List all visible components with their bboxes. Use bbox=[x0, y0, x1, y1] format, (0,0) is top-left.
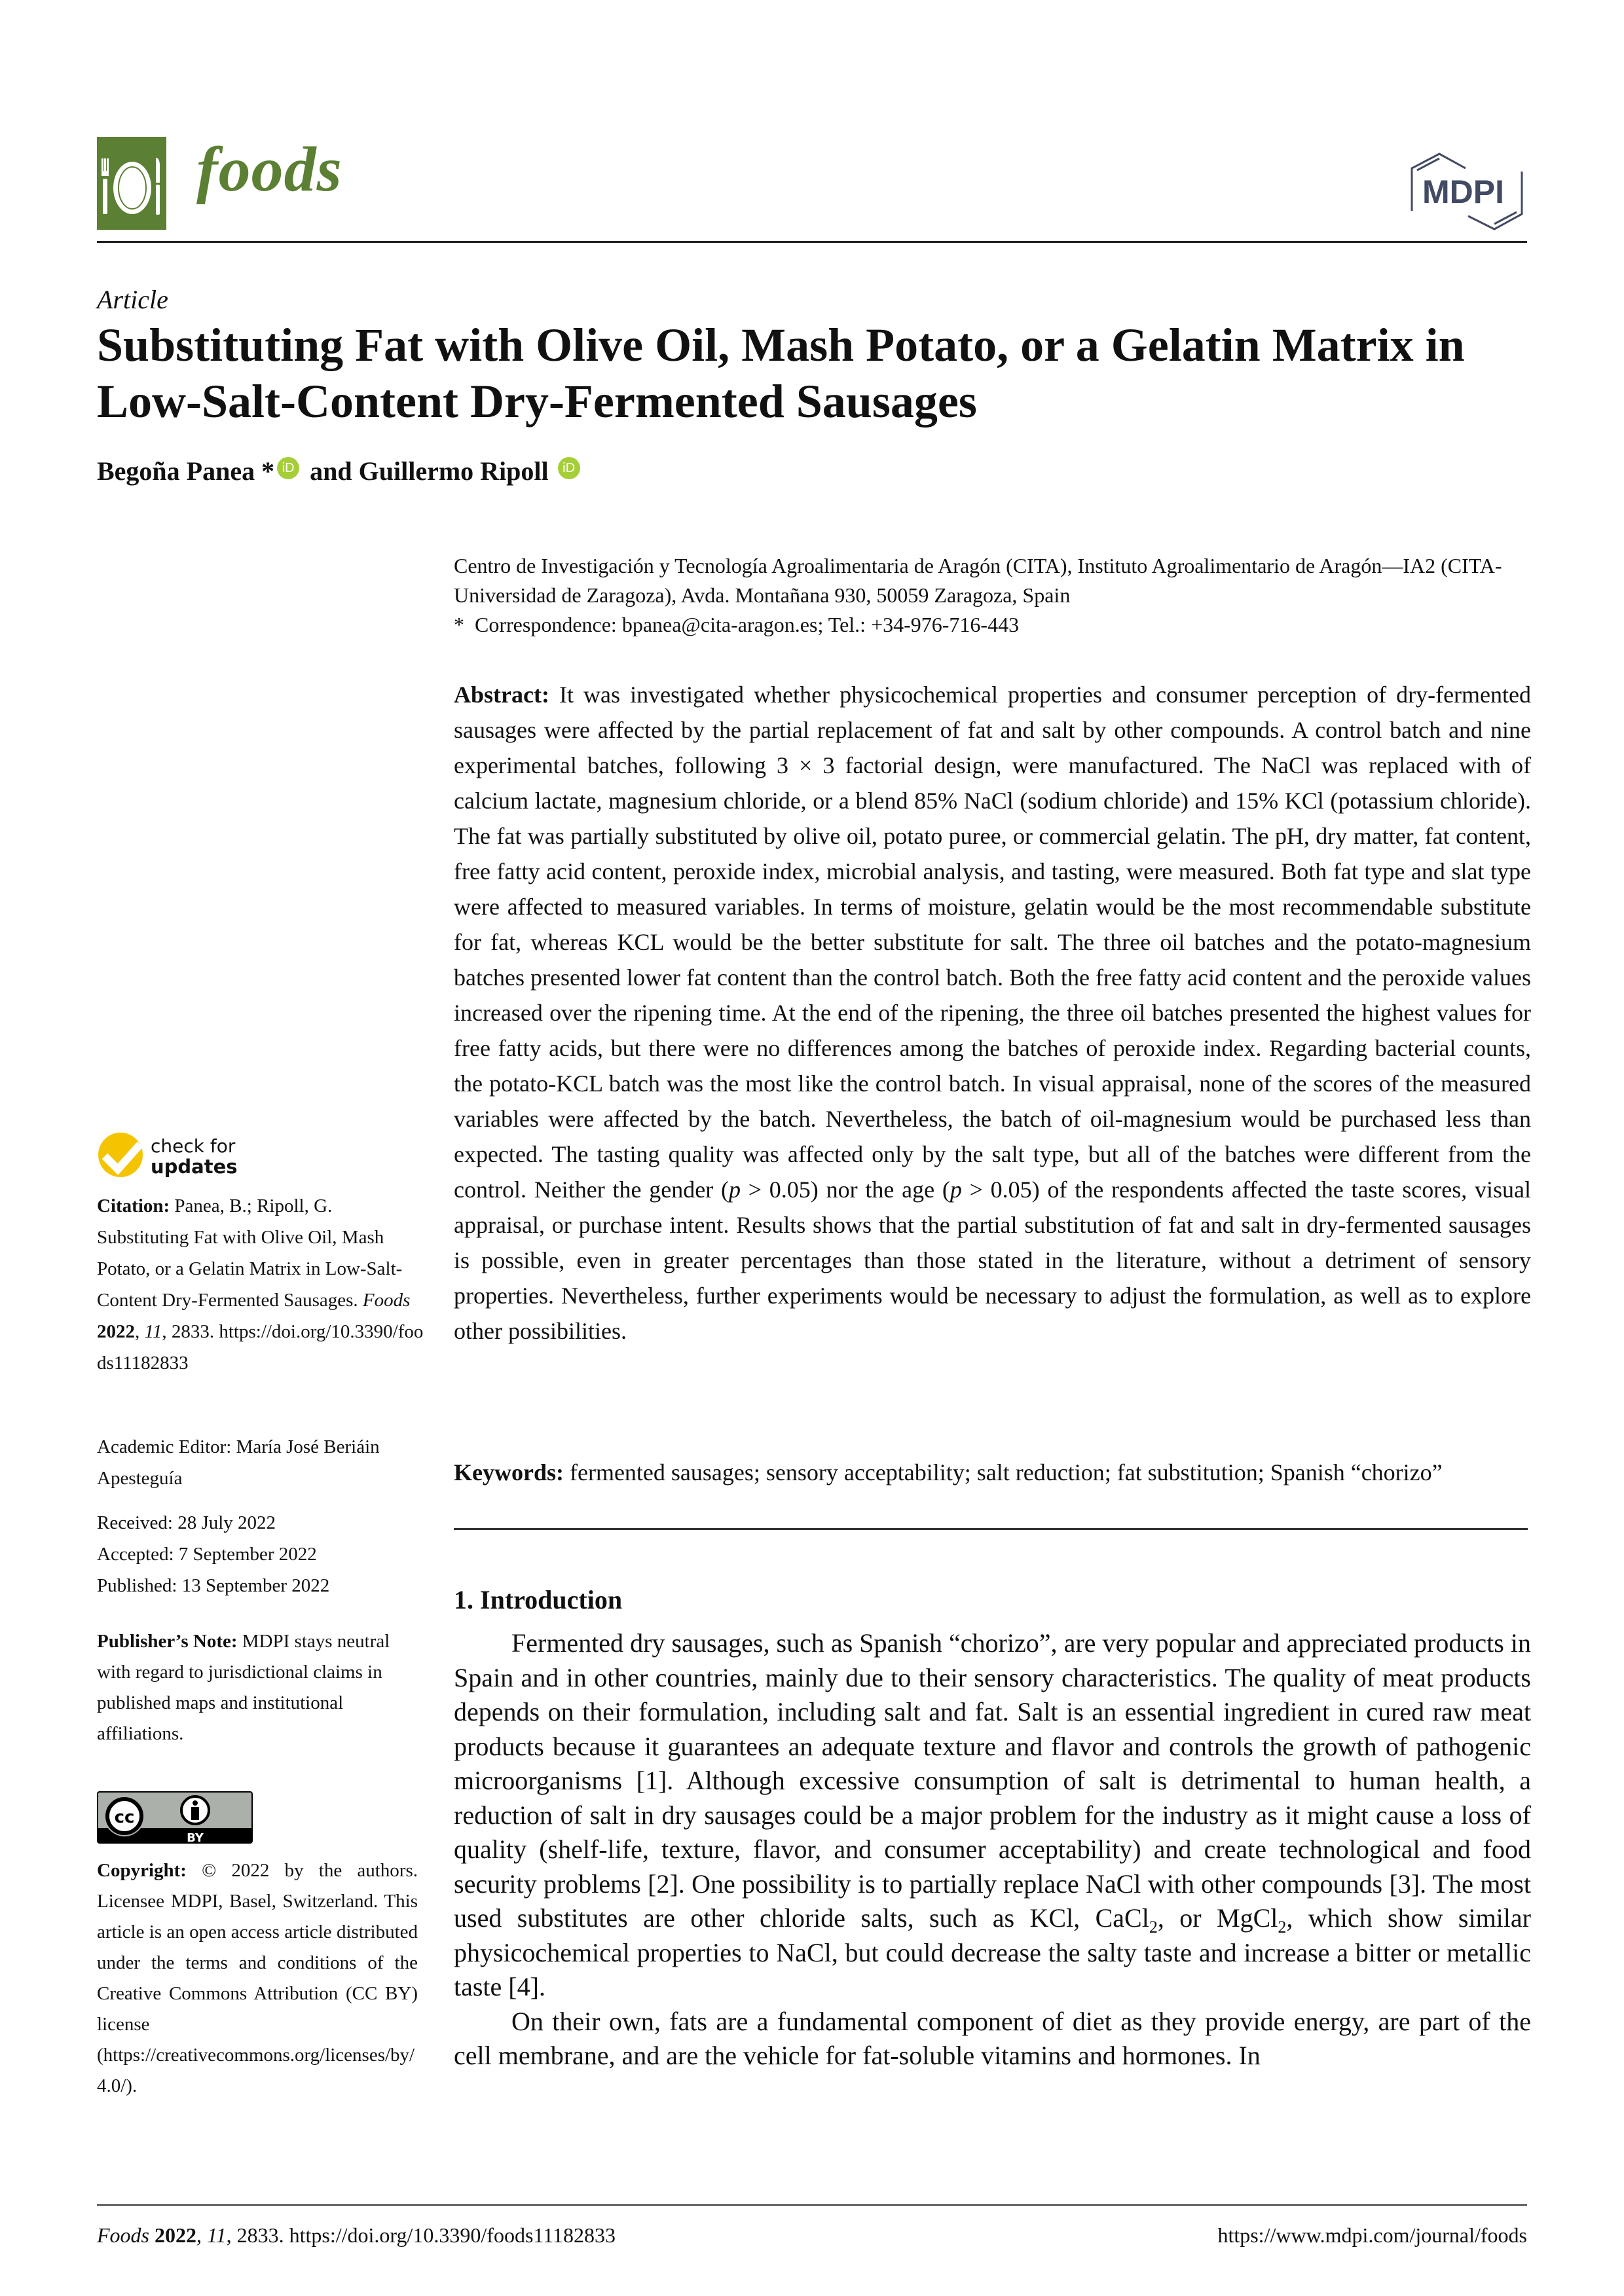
reference-link[interactable]: 3 bbox=[1397, 1868, 1411, 1899]
keywords bbox=[454, 1455, 1531, 1490]
section-divider bbox=[454, 1528, 1528, 1530]
orcid-icon[interactable]: iD bbox=[277, 457, 299, 479]
header-divider bbox=[97, 241, 1527, 243]
svg-text:BY: BY bbox=[187, 1831, 204, 1844]
paragraph: Fermented dry sausages, such as Spanish “chorizo”, are very popular and appreciated products in Spain and in other countries, mainly due to their sensory characteristics. The quality of meat products depends on their formulation, including salt and fat. Salt is an essential ingredient in cured raw meat products because it guarantees an adequate texture and flavor and controls the growth of pathogenic microorganisms [1]. Although excessive consumption of salt is detrimental to human health, a reduction of salt in dry sausages could be a major problem for the industry as it might cause a loss of quality (shelf-life, texture, flavor, and consumer acceptability) and create technological and food security problems [2]. One possibility is to partially replace NaCl with other compounds [3]. The most used substitutes are other chloride salts, such as KCl, CaCl$_2$, or MgCl$_2$, which show similar physicochemical properties to NaCl, but could decrease the salty taste and increase a bitter or metallic taste [4]. bbox=[454, 1628, 1532, 2001]
cc-by-license-badge[interactable] bbox=[97, 1791, 253, 1844]
author-joiner: and bbox=[310, 456, 352, 486]
article-type: Article bbox=[97, 285, 168, 314]
svg-text:MDPI: MDPI bbox=[1422, 173, 1504, 210]
publishers-note: Publisher’s Note: MDPI stays neutral with regard to jurisdictional claims in published maps and institutional affiliations. bbox=[97, 1631, 390, 1744]
reference-link[interactable]: 4 bbox=[517, 1972, 530, 2001]
footer-citation: Foods 2022, 11, 2833. https://doi.org/10.3390/foods11182833 bbox=[97, 2223, 616, 2247]
svg-text:check for: check for bbox=[151, 1135, 236, 1157]
orcid-icon[interactable]: iD bbox=[558, 457, 580, 479]
academic-editor: Academic Editor: María José Beriáin Apesteguía bbox=[97, 1436, 380, 1489]
introduction-body bbox=[454, 1626, 1531, 2073]
foods-journal-logo bbox=[97, 137, 166, 230]
correspondence: * Correspondence: bpanea@cita-aragon.es; Tel.: +34-976-716-443 bbox=[454, 613, 1020, 636]
corresponding-author-mark: * bbox=[261, 456, 275, 486]
reference-link[interactable]: 2 bbox=[656, 1868, 670, 1899]
keywords-text: fermented sausages; sensory acceptability; salt reduction; fat substitution; Spanish “chorizo” bbox=[569, 1459, 1443, 1485]
svg-text:cc: cc bbox=[114, 1808, 135, 1827]
affiliation: Centro de Investigación y Tecnología Agroalimentaria de Aragón (CITA), Instituto Agroalimentario de Aragón—IA2 (CITA-Universidad de Zaragoza), Avda. Montañana 930, 50059 Zaragoza, Spain bbox=[454, 554, 1502, 607]
abstract: Abstract: It was investigated whether physicochemical properties and consumer perception of dry-fermented sausages were affected by the partial replacement of fat and salt by other compounds. A control batch and nine experimental batches, following 3 × 3 factorial design, were manufactured. The NaCl was replaced with of calcium lactate, magnesium chloride, or a blend 85% NaCl (sodium chloride) and 15% KCl (potassium chloride). The fat was partially substituted by olive oil, potato puree, or commercial gelatin. The pH, dry matter, fat content, free fatty acid content, peroxide index, microbial analysis, and tasting, were measured. Both fat type and slat type were affected to measured variables. In terms of moisture, gelatin would be the most recommendable substitute for fat, whereas KCL would be the better substitute for salt. The three oil batches and the potato-magnesium batches presented lower fat content than the control batch. Both the free fatty acid content and the peroxide values increased over the ripening time. At the end of the ripening, the three oil batches presented the highest values for free fatty acids, but there were no differences among the batches of peroxide index. Regarding bacterial counts, the potato-KCL batch was the most like the control batch. In visual appraisal, none of the scores of the measured variables were affected by the batch. Nevertheless, the batch of oil-magnesium would be purchased less than expected. The tasting quality was affected only by the salt type, but all of the batches were different from the control. Neither the gender (p > 0.05) nor the age (p > 0.05) of the respondents affected the taste scores, visual appraisal, or purchase intent. Results shows that the partial substitution of fat and salt in dry-fermented sausages is possible, even in greater percentages than those stated in the literature, without a detriment of sensory properties. Nevertheless, further experiments would be necessary to adjust the formulation, as well as to explore other possibilities. bbox=[454, 682, 1532, 1344]
author-name: Begoña Panea bbox=[97, 456, 255, 486]
check-for-updates-button[interactable] bbox=[97, 1131, 248, 1177]
affiliation-block bbox=[454, 551, 1528, 640]
section-heading: 1. Introduction bbox=[454, 1585, 623, 1614]
accepted-date: Accepted: 7 September 2022 bbox=[97, 1544, 317, 1565]
published-date: Published: 13 September 2022 bbox=[97, 1575, 330, 1596]
publication-dates bbox=[97, 1507, 424, 1601]
copyright-notice: Copyright: © 2022 by the authors. Licensee MDPI, Basel, Switzerland. This article is an open access article distributed under the terms and conditions of the Creative Commons Attribution (CC BY) license (https://creativecommons.org/licenses/by/4.0/). bbox=[97, 1860, 418, 2096]
citation: Citation: Panea, B.; Ripoll, G. Substituting Fat with Olive Oil, Mash Potato, or a Gelatin Matrix in Low-Salt-Content Dry-Fermented Sausages. Foods 2022, 11, 2833. https://doi.org/10.3390/foods11182833 bbox=[97, 1195, 424, 1374]
keywords-label: Keywords: bbox=[454, 1459, 564, 1485]
abstract-label: Abstract: bbox=[454, 682, 549, 708]
footer-divider bbox=[97, 2204, 1527, 2206]
author-name: Guillermo Ripoll bbox=[358, 456, 549, 486]
mdpi-logo bbox=[1408, 152, 1532, 230]
correspondence-text: Correspondence: bpanea@cita-aragon.es; Tel.: +34-976-716-443 bbox=[475, 613, 1020, 636]
doi-link[interactable]: https://doi.org/10.3390/foods11182833 bbox=[97, 1321, 424, 1374]
journal-name: foods bbox=[196, 134, 342, 205]
svg-text:updates: updates bbox=[151, 1156, 238, 1177]
paragraph: On their own, fats are a fundamental component of diet as they provide energy, are part of the cell membrane, and are the vehicle for fat-soluble vitamins and hormones. In bbox=[454, 2006, 1531, 2070]
article-title: Substituting Fat with Olive Oil, Mash Potato, or a Gelatin Matrix in Low-Salt-Content Dry-Fermented Sausages bbox=[97, 319, 1465, 428]
footer-journal-url bbox=[1113, 2223, 1527, 2248]
footer-doi-link[interactable]: https://doi.org/10.3390/foods11182833 bbox=[289, 2223, 616, 2247]
received-date: Received: 28 July 2022 bbox=[97, 1512, 276, 1533]
plate-cutlery-icon bbox=[97, 137, 166, 230]
author-list bbox=[97, 456, 584, 486]
reference-link[interactable]: 1 bbox=[644, 1766, 658, 1795]
journal-url-link[interactable]: https://www.mdpi.com/journal/foods bbox=[1217, 2223, 1527, 2247]
